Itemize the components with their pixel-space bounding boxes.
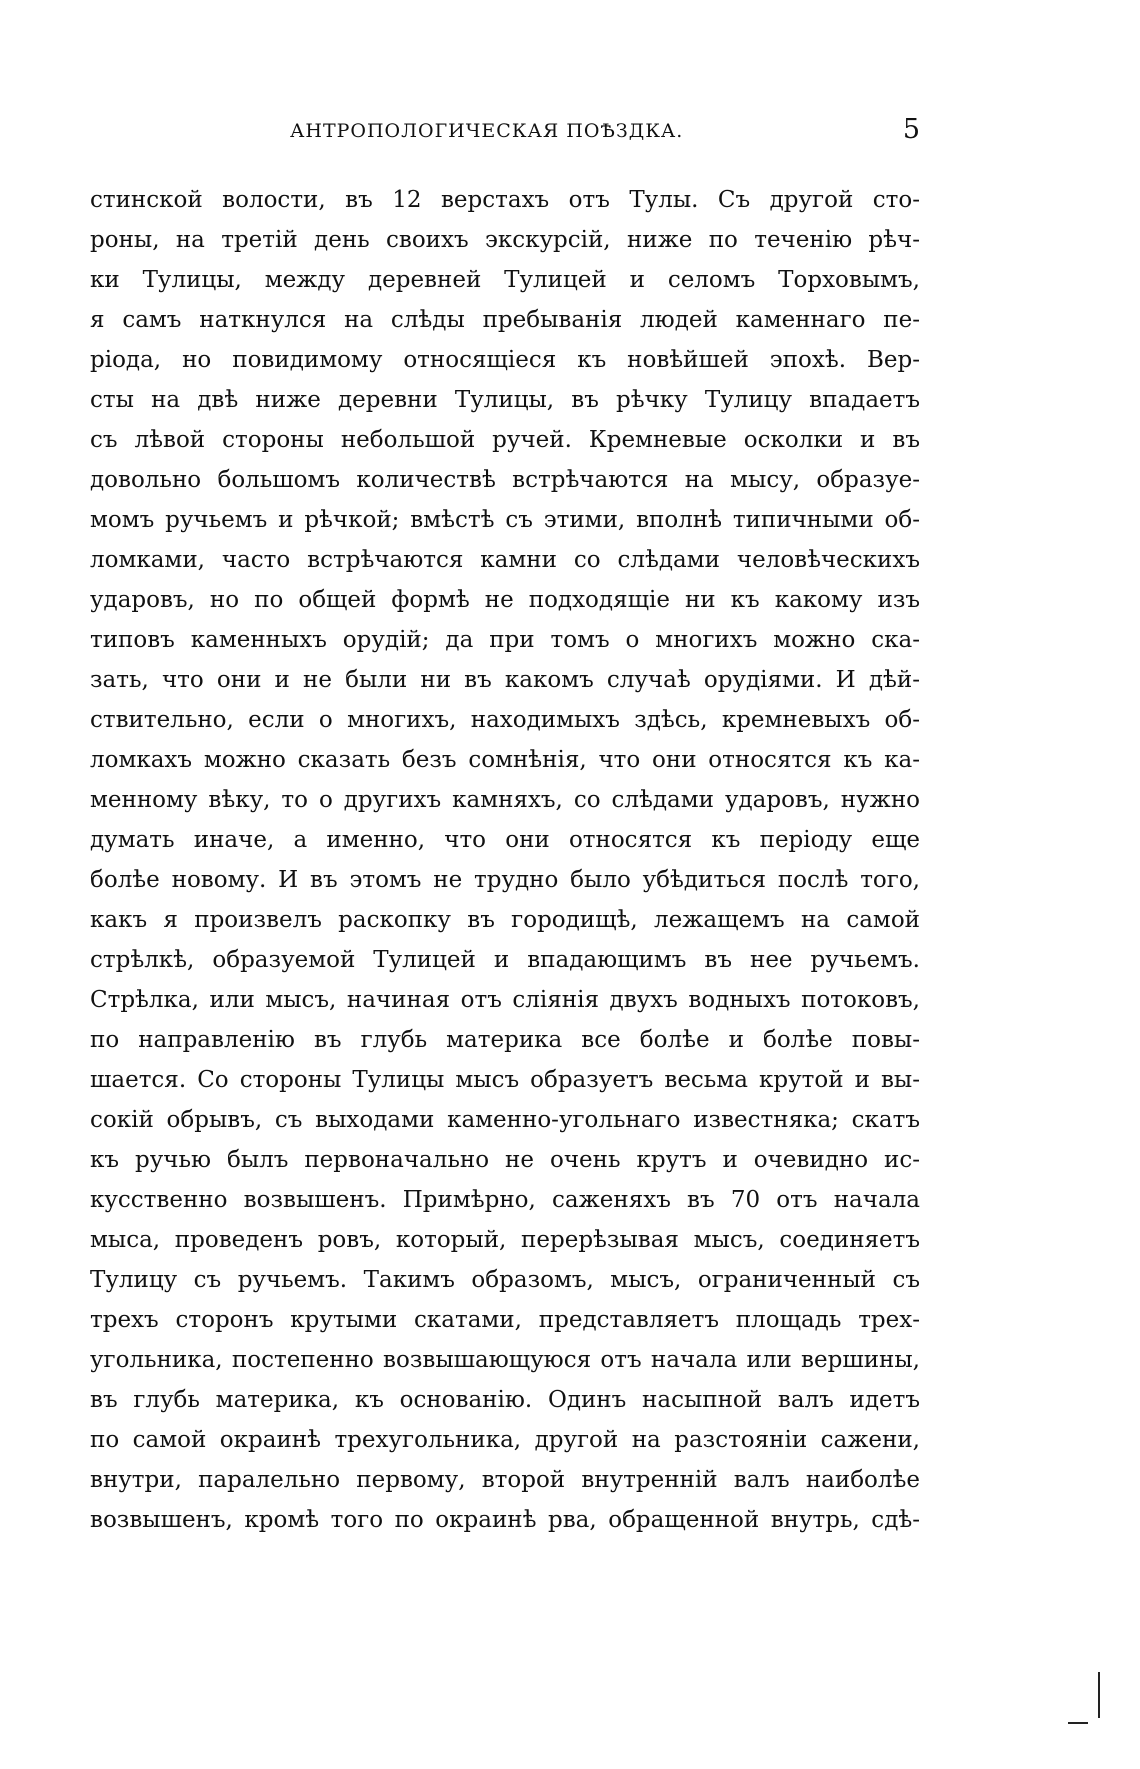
text-line: сокій обрывъ, съ выходами каменно-угольнаго известняка; скатъ [90,1107,920,1133]
text-line: возвышенъ, кромѣ того по окраинѣ рва, обращенной внутрь, сдѣ- [90,1507,920,1533]
text-line: ударовъ, но по общей формѣ не подходящіе ни къ какому изъ [90,587,920,613]
text-line: роны, на третій день своихъ экскурсій, ниже по теченію рѣч- [90,227,920,253]
text-line: ріода, но повидимому относящіеся къ новѣйшей эпохѣ. Вер- [90,347,920,373]
text-line: по направленію въ глубь материка все болѣе и болѣе повы- [90,1027,920,1053]
text-line: Тулицу съ ручьемъ. Такимъ образомъ, мысъ, ограниченный съ [90,1267,920,1293]
text-line: Стрѣлка, или мысъ, начиная отъ слiянія двухъ водныхъ потоковъ, [90,987,920,1013]
text-line: сты на двѣ ниже деревни Тулицы, въ рѣчку Тулицу впадаетъ [90,387,920,413]
text-line: трехъ сторонъ крутыми скатами, представляетъ площадь трех- [90,1307,920,1333]
text-line: угольника, постепенно возвышающуюся отъ начала или вершины, [90,1347,920,1373]
running-title: АНТРОПОЛОГИЧЕСКАЯ ПОѢЗДКА. [290,120,684,142]
text-line: стинской волости, въ 12 верстахъ отъ Тулы. Съ другой сто- [90,187,920,213]
page-header [90,114,920,154]
text-line: по самой окраинѣ трехугольника, другой на разстояніи сажени, [90,1427,920,1453]
text-line: болѣе новому. И въ этомъ не трудно было убѣдиться послѣ того, [90,867,920,893]
text-line: съ лѣвой стороны небольшой ручей. Кремневые осколки и въ [90,427,920,453]
text-line: ломками, часто встрѣчаются камни со слѣдами человѣческихъ [90,547,920,573]
text-line: какъ я произвелъ раскопку въ городищѣ, лежащемъ на самой [90,907,920,933]
text-line: кусственно возвышенъ. Примѣрно, саженяхъ въ 70 отъ начала [90,1187,920,1213]
text-line: ломкахъ можно сказать безъ сомнѣнія, что они относятся къ ка- [90,747,920,773]
text-line: стрѣлкѣ, образуемой Тулицей и впадающимъ въ нее ручьемъ. [90,947,920,973]
text-line: зать, что они и не были ни въ какомъ случаѣ орудіями. И дѣй- [90,667,920,693]
text-line: я самъ наткнулся на слѣды пребыванія людей каменнаго пе- [90,307,920,333]
text-line: менному вѣку, то о другихъ камняхъ, со слѣдами ударовъ, нужно [90,787,920,813]
text-line: думать иначе, а именно, что они относятся къ періоду еще [90,827,920,853]
text-line: мыса, проведенъ ровъ, который, перерѣзывая мысъ, соединяетъ [90,1227,920,1253]
text-line: въ глубь материка, къ основанію. Одинъ насыпной валъ идетъ [90,1387,920,1413]
text-line: внутри, паралельно первому, второй внутренній валъ наиболѣе [90,1467,920,1493]
text-line: ки Тулицы, между деревней Тулицей и селомъ Торховымъ, [90,267,920,293]
page-number: 5 [902,114,920,145]
body-text [90,180,920,1540]
scan-edge-mark [1068,1722,1088,1724]
text-line: довольно большомъ количествѣ встрѣчаются на мысу, образуе- [90,467,920,493]
text-line: къ ручью былъ первоначально не очень крутъ и очевидно ис- [90,1147,920,1173]
text-line: типовъ каменныхъ орудій; да при томъ о многихъ можно ска- [90,627,920,653]
text-line: ствительно, если о многихъ, находимыхъ здѣсь, кремневыхъ об- [90,707,920,733]
text-line: шается. Со стороны Тулицы мысъ образуетъ весьма крутой и вы- [90,1067,920,1093]
scan-edge-mark [1098,1672,1100,1718]
text-line: момъ ручьемъ и рѣчкой; вмѣстѣ съ этими, вполнѣ типичными об- [90,507,920,533]
